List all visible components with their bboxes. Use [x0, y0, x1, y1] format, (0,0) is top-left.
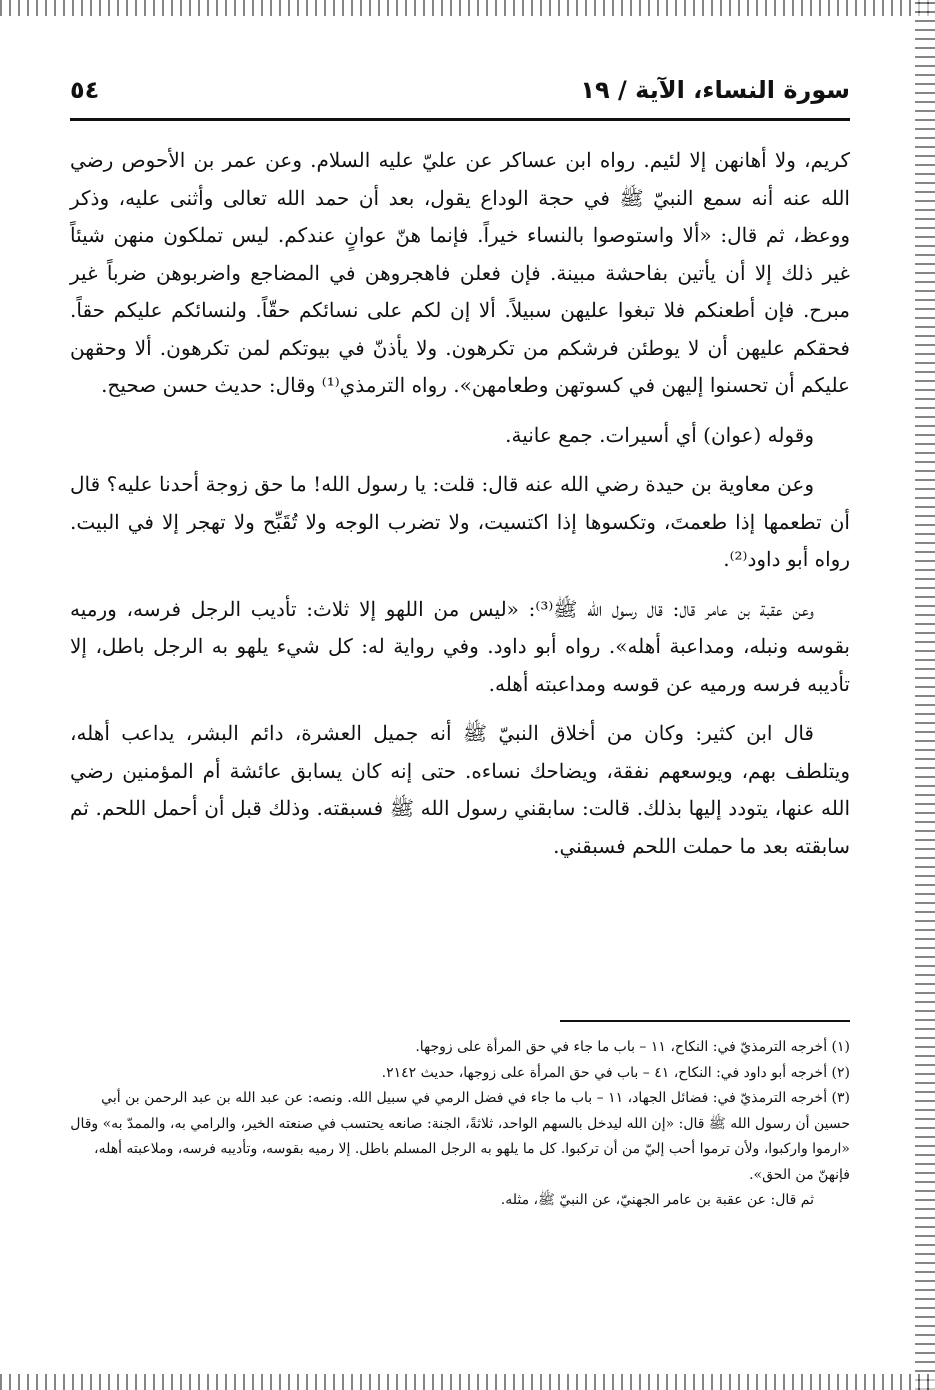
book-page: [70, 40, 850, 1360]
page-number: ٥٤: [70, 76, 100, 104]
paragraph: قال ابن كثير: وكان من أخلاق النبيّ ﷺ أنه جميل العشرة، دائم البشر، يداعب أهله، ويتلطف بهم، ويوسعهم نفقة، ويضاحك نساءه. حتى إنه كان يسابق عائشة أم المؤمنين رضي الله عنها، يتودد إليها بذلك. قالت: سابقني رسول الله ﷺ فسبقته. وذلك قبل أن أحمل اللحم. ثم سابقته بعد ما حملت اللحم فسبقني.: [70, 721, 850, 858]
footnote-3-continuation: ثم قال: عن عقبة بن عامر الجهنيّ، عن النبيّ ﷺ، مثله.: [500, 1192, 814, 1208]
paragraph: وعن معاوية بن حيدة رضي الله عنه قال: قلت: يا رسول الله! ما حق زوجة أحدنا عليه؟ قال أن تطعمها إذا طعمتَ، وتكسوها إذا اكتسيت، ولا تضرب الوجه ولا تُقَبِّح ولا تهجر إلا في البيت. رواه أبو داود⁽²⁾.: [70, 472, 850, 571]
paragraph: وعن عقبة بن عامر قال: قال رسول الله ﷺ⁽³⁾: «ليس من اللهو إلا ثلاث: تأديب الرجل فرسه، ورميه بقوسه ونبله، ومداعبة أهله». رواه أبو داود. وفي رواية له: كل شيء يلهو به الرجل باطل، إلا تأديبه فرسه ورميه عن قوسه ومداعبته أهله.: [70, 596, 850, 696]
header-rule: [70, 118, 850, 121]
page-border-top: [0, 0, 935, 16]
footnote-rule: [560, 1020, 850, 1022]
page-header: [70, 70, 850, 110]
page-border-bottom: [0, 1374, 935, 1390]
footnote-2: (٢) أخرجه أبو داود في: النكاح، ٤١ – باب في حق المرأة على زوجها، حديث ٢١٤٢.: [381, 1064, 850, 1081]
footnotes: [70, 1035, 850, 1214]
page-border-right: [915, 0, 935, 1390]
chapter-title: سورة النساء، الآية / ١٩: [580, 76, 850, 104]
paragraph: كريم، ولا أهانهن إلا لئيم. رواه ابن عساكر عن عليّ عليه السلام. وعن عمر بن الأحوص رضي الله عنه أنه سمع النبيّ ﷺ في حجة الوداع يقول، بعد أن حمد الله تعالى وأثنى عليه، وذكر ووعظ، ثم قال: «ألا واستوصوا بالنساء خيراً. فإنما هنّ عوانٍ عندكم. ليس تملكون منهن شيئاً غير ذلك إلا أن يأتين بفاحشة مبينة. فإن فعلن فاهجروهن في المضاجع واضربوهن ضرباً غير مبرح. فإن أطعنكم فلا تبغوا عليهن سبيلاً. ألا إن لكم على نسائكم حقّاً. ولنسائكم عليكم حقاً. فحقكم عليهن أن لا يوطئن فرشكم من تكرهون. ولا يأذنّ في بيوتكم لمن تكرهون. ألا وحقهن عليكم أن تحسنوا إليهن في كسوتهن وطعامهن». رواه الترمذي⁽¹⁾ وقال: حديث حسن صحيح.: [70, 148, 850, 397]
footnote-3: (٣) أخرجه الترمذيّ في: فضائل الجهاد، ١١ – باب ما جاء في فضل الرمي في سبيل الله. ونصه: عن عبد الله بن عبد الرحمن بن أبي حسين أن رسول الله ﷺ قال: «إن الله ليدخل بالسهم الواحد، ثلاثةً، الجنة: صانعه يحتسب في صنعته الخير، والرامي به، والممدّ به» وقال «ارموا واركبوا، ولأن ترموا أحب إليّ من أن تركبوا. كل ما يلهو به الرجل المسلم باطل. إلا رميه بقوسه، وتأديبه فرسه، وملاعبته أهله، فإنهنّ من الحق».: [70, 1090, 850, 1183]
main-text: [70, 142, 850, 877]
footnote-1: (١) أخرجه الترمذيّ في: النكاح، ١١ – باب ما جاء في حق المرأة على زوجها.: [415, 1039, 850, 1055]
paragraph: وقوله (عوان) أي أسيرات. جمع عانية.: [505, 422, 814, 447]
